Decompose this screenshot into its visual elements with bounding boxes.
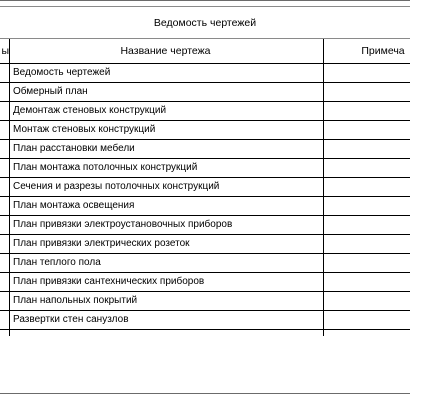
table-row (0, 64, 410, 83)
drawing-name-cell: Ведомость чертежей (9, 64, 322, 82)
table-row (0, 197, 410, 216)
drawing-name-cell: Демонтаж стеновых конструкций (9, 102, 322, 120)
column-header-name: Название чертежа (120, 45, 211, 57)
drawing-name-cell: Обмерный план (9, 83, 322, 101)
table-row (0, 216, 410, 235)
drawing-name-cell: Развертки стен санузлов (9, 311, 322, 329)
drawing-note-cell (323, 273, 410, 291)
drawing-name-cell: Монтаж стеновых конструкций (9, 121, 322, 139)
drawing-note-cell (323, 159, 410, 177)
drawing-note-cell (323, 178, 410, 196)
table-header (0, 39, 410, 64)
table-row (0, 178, 410, 197)
table-row (0, 311, 410, 330)
table-row (0, 140, 410, 159)
column-header-note: Примеча (361, 45, 405, 57)
table-row (0, 292, 410, 311)
drawing-name-cell: План монтажа потолочных конструкций (9, 159, 322, 177)
drawing-name-cell: План теплого пола (9, 254, 322, 272)
drawing-note-cell (323, 197, 410, 215)
drawing-name-cell: План напольных покрытий (9, 292, 322, 310)
drawing-name-cell: План расстановки мебели (9, 140, 322, 158)
drawing-name-cell: План монтажа освещения (9, 197, 322, 215)
drawing-note-cell (323, 140, 410, 158)
drawing-note-cell (323, 292, 410, 310)
drawing-name-cell: План привязки электроустановочных приборов (9, 216, 322, 234)
drawing-name-cell: План привязки электрических розеток (9, 235, 322, 253)
drawing-note-cell (323, 121, 410, 139)
table-row (0, 121, 410, 140)
drawing-name-cell: План привязки сантехнических приборов (9, 273, 322, 291)
drawing-note-cell (323, 254, 410, 272)
drawing-note-cell (323, 311, 410, 329)
drawing-note-cell (323, 64, 410, 82)
drawing-note-cell (323, 216, 410, 234)
table-row (0, 83, 410, 102)
drawing-table-body (0, 64, 410, 330)
table-row (0, 273, 410, 292)
sheet-title: Ведомость чертежей (0, 6, 410, 39)
drawing-note-cell (323, 83, 410, 101)
drawing-note-cell (323, 235, 410, 253)
column-header-number: ы (1, 45, 9, 57)
table-row (0, 102, 410, 121)
table-row (0, 235, 410, 254)
table-row (0, 254, 410, 273)
drawing-note-cell (323, 102, 410, 120)
drawing-name-cell: Сечения и разрезы потолочных конструкций (9, 178, 322, 196)
table-row (0, 159, 410, 178)
